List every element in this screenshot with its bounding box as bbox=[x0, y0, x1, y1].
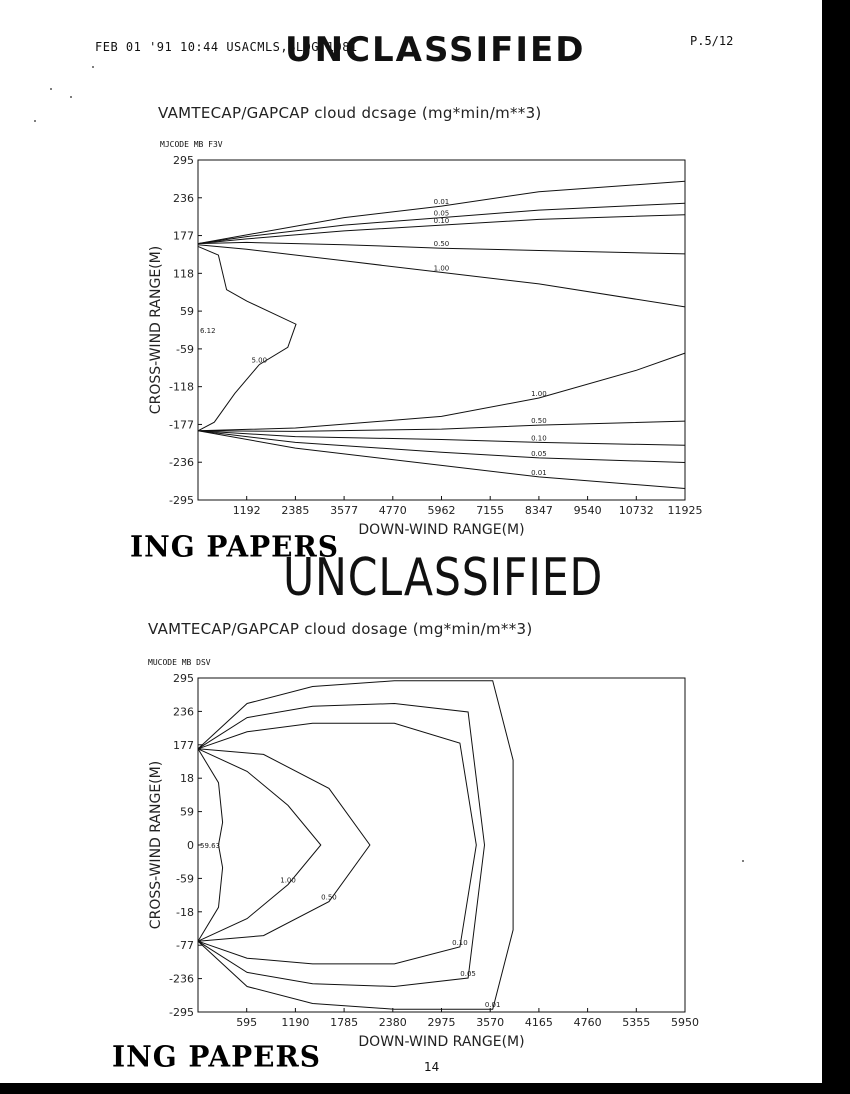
chart-1-y-axis-label: CROSS-WIND RANGE(M) bbox=[148, 245, 164, 415]
chart-2-contour-line bbox=[198, 681, 513, 1009]
chart-2-x-tick-label: 4165 bbox=[524, 1016, 553, 1029]
classified-stamp-top: UNCLASSIFIED bbox=[285, 30, 586, 70]
chart-2-y-tick-label: 295 bbox=[173, 672, 194, 685]
chart-1-y-tick-label: -177 bbox=[169, 418, 194, 432]
chart-2-y-tick-label: -59 bbox=[176, 872, 194, 886]
chart-2-contour-line bbox=[198, 704, 485, 987]
chart-2-y-tick-label: 0 bbox=[187, 839, 194, 852]
chart-2-contour-label: 0.10 bbox=[452, 938, 468, 947]
scan-speck bbox=[50, 88, 52, 90]
chart-1-title: VAMTECAP/GAPCAP cloud dcsage (mg*min/m**3) bbox=[158, 104, 542, 122]
chart-1-y-tick-label: -295 bbox=[169, 494, 194, 507]
chart-2-x-tick-label: 3570 bbox=[476, 1016, 505, 1029]
chart-2-contour-line bbox=[198, 749, 370, 941]
chart-2-x-tick-label: 2975 bbox=[427, 1016, 456, 1029]
chart-2-y-tick-label: 236 bbox=[173, 705, 194, 719]
chart-1-x-tick-label: 1192 bbox=[232, 504, 261, 517]
chart-1-contour-label: 1.00 bbox=[433, 264, 450, 273]
chart-2-x-tick-label: 1785 bbox=[330, 1016, 359, 1029]
chart-1-y-tick-label: -59 bbox=[176, 342, 194, 356]
chart-1-x-tick-label: 9540 bbox=[573, 504, 602, 517]
chart-2-code-label: MUCODE MB DSV bbox=[148, 658, 211, 667]
chart-2-contour-line bbox=[198, 723, 476, 964]
chart-1-x-tick-label: 10732 bbox=[618, 504, 654, 517]
scan-speck bbox=[742, 860, 744, 862]
chart-1-contour-label: 0.05 bbox=[531, 449, 547, 458]
chart-1-x-axis-label: DOWN-WIND RANGE(M) bbox=[358, 522, 525, 538]
chart-1-x-tick-label: 7155 bbox=[476, 504, 505, 517]
chart-1-code-label: MJCODE MB F3V bbox=[160, 140, 223, 149]
chart-1-contour-label: 0.50 bbox=[433, 240, 450, 249]
chart-1-y-tick-label: 177 bbox=[173, 229, 194, 243]
chart-1-x-tick-label: 4770 bbox=[378, 504, 407, 517]
chart-2-x-tick-label: 4760 bbox=[573, 1016, 602, 1029]
chart-1-contour-label: 5.00 bbox=[251, 356, 268, 365]
page-footer-number: 14 bbox=[424, 1060, 440, 1074]
chart-2-x-tick-label: 5950 bbox=[671, 1016, 699, 1029]
chart-2-y-tick-label: -77 bbox=[176, 939, 194, 953]
chart-1-contour-label: 0.50 bbox=[531, 417, 547, 426]
chart-1-y-tick-label: 236 bbox=[173, 191, 194, 205]
chart-1-y-tick-label: 118 bbox=[173, 267, 194, 281]
chart-2-y-tick-label: 18 bbox=[180, 772, 194, 786]
chart-2-x-axis-label: DOWN-WIND RANGE(M) bbox=[358, 1034, 525, 1050]
chart-2-x-tick-label: 2380 bbox=[378, 1016, 407, 1029]
chart-2-contour-label: 0.50 bbox=[321, 893, 337, 902]
chart-2-y-axis-label: CROSS-WIND RANGE(M) bbox=[148, 760, 164, 930]
chart-2-y-tick-label: -236 bbox=[169, 972, 194, 986]
chart-1-x-tick-label: 2385 bbox=[281, 504, 310, 517]
scan-speck bbox=[34, 120, 36, 122]
chart-2-contour-label: 0.05 bbox=[460, 970, 476, 979]
chart-2-frame bbox=[198, 678, 685, 1012]
chart-2-center-marker: 59.63 bbox=[200, 842, 221, 850]
chart-2-y-tick-label: -18 bbox=[176, 905, 194, 919]
chart-1-y-tick-label: -236 bbox=[169, 456, 194, 470]
chart-1-x-tick-label: 3577 bbox=[330, 504, 359, 517]
chart-2-x-tick-label: 595 bbox=[236, 1016, 258, 1029]
chart-1-x-tick-label: 11925 bbox=[667, 504, 703, 517]
chart-2-x-tick-label: 5355 bbox=[622, 1016, 651, 1029]
fax-page-number: P.5/12 bbox=[690, 34, 734, 48]
chart-1-contour-label: 0.10 bbox=[531, 434, 547, 443]
chart-1-x-tick-label: 5962 bbox=[427, 504, 456, 517]
chart-1-x-tick-label: 8347 bbox=[524, 504, 553, 517]
classified-stamp-mid: UNCLASSIFIED bbox=[283, 548, 604, 608]
chart-1-center-marker: 6.12 bbox=[200, 327, 216, 335]
working-papers-stamp-2: ING PAPERS bbox=[112, 1039, 321, 1074]
scan-speck bbox=[70, 96, 72, 98]
scan-speck bbox=[92, 66, 94, 68]
chart-2-contour-label: 1.00 bbox=[280, 876, 296, 885]
chart-1-y-tick-label: 59 bbox=[180, 305, 194, 319]
chart-1-y-tick-label: 295 bbox=[173, 154, 194, 167]
chart-1-contour-label: 0.01 bbox=[531, 468, 547, 477]
chart-2-y-tick-label: 59 bbox=[180, 805, 194, 819]
chart-1-contour-label: 0.05 bbox=[433, 209, 450, 218]
working-papers-stamp-1: ING PAPERS bbox=[130, 529, 339, 564]
chart-2-title: VAMTECAP/GAPCAP cloud dosage (mg*min/m**3) bbox=[148, 620, 533, 638]
chart-2-contour-label: 0.01 bbox=[484, 1001, 501, 1010]
chart-1-contour-label: 0.10 bbox=[433, 217, 450, 226]
chart-1-contour-label: 0.01 bbox=[433, 198, 450, 207]
chart-2-x-tick-label: 1190 bbox=[281, 1016, 310, 1029]
chart-1-contour-label: 1.00 bbox=[531, 390, 547, 398]
chart-2-y-tick-label: -295 bbox=[169, 1006, 194, 1019]
chart-1-y-tick-label: -118 bbox=[169, 380, 194, 394]
chart-2-y-tick-label: 177 bbox=[173, 738, 194, 752]
fax-header-line: FEB 01 '91 10:44 USACMLS,BLDG 1081 bbox=[95, 40, 358, 54]
